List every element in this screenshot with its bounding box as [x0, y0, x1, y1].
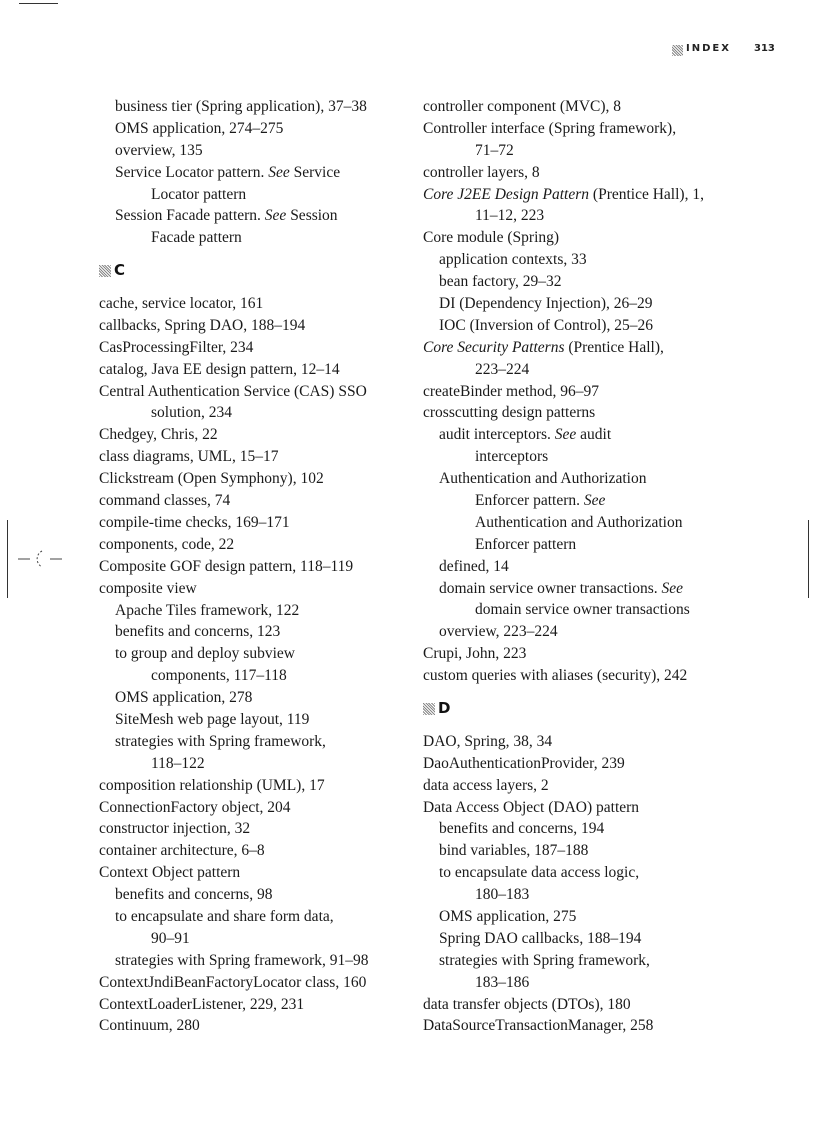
- index-subentry: to encapsulate data access logic,: [439, 864, 640, 882]
- section-letter-heading: [423, 687, 733, 731]
- index-subentry: audit interceptors. See audit: [439, 426, 612, 444]
- index-subentry: business tier (Spring application), 37–38: [115, 98, 367, 115]
- index-entry: components, code, 22: [99, 535, 235, 553]
- index-subentry: SiteMesh web page layout, 119: [115, 710, 310, 728]
- index-subentry: bean factory, 29–32: [439, 273, 562, 291]
- index-subentry: to group and deploy subview: [115, 645, 295, 663]
- index-entry-continuation: Authentication and Authorization: [475, 513, 683, 531]
- index-entry: Core Security Patterns (Prentice Hall),: [423, 338, 664, 356]
- index-entry: composition relationship (UML), 17: [99, 776, 325, 794]
- section-letter: C: [114, 261, 126, 280]
- index-entry: createBinder method, 96–97: [423, 382, 600, 400]
- index-subentry: bind variables, 187–188: [439, 842, 589, 860]
- index-subentry: overview, 135: [115, 141, 203, 159]
- index-entry: cache, service locator, 161: [99, 295, 264, 313]
- index-entry-continuation: 90–91: [151, 929, 190, 947]
- index-subentry: OMS application, 275: [439, 907, 577, 925]
- index-subentry: overview, 223–224: [439, 623, 558, 641]
- index-entry: Controller interface (Spring framework),: [423, 119, 677, 137]
- index-entry: ContextJndiBeanFactoryLocator class, 160: [99, 973, 367, 991]
- index-entry: composite view: [99, 579, 197, 597]
- registration-mark-icon: [18, 548, 62, 570]
- index-entry-continuation: Facade pattern: [151, 229, 242, 247]
- index-entry: CasProcessingFilter, 234: [99, 338, 254, 356]
- index-subentry: strategies with Spring framework,: [115, 732, 326, 750]
- heading-marker-icon: [423, 703, 435, 715]
- index-subentry: to encapsulate and share form data,: [115, 907, 334, 925]
- index-entry-continuation: domain service owner transactions: [475, 601, 690, 619]
- index-entry: Data Access Object (DAO) pattern: [423, 798, 640, 816]
- crop-mark-right: [808, 520, 809, 598]
- index-entry-continuation: 11–12, 223: [475, 207, 545, 225]
- index-entry-continuation: interceptors: [475, 448, 549, 466]
- index-entry: custom queries with aliases (security), 242: [423, 667, 688, 685]
- index-entry: Continuum, 280: [99, 1017, 200, 1035]
- index-entry: Clickstream (Open Symphony), 102: [99, 470, 324, 488]
- index-subentry: application contexts, 33: [439, 251, 587, 269]
- index-entry: Core module (Spring): [423, 229, 560, 247]
- index-entry-continuation: Locator pattern: [151, 185, 247, 203]
- index-subentry: Authentication and Authorization: [439, 470, 647, 488]
- index-subentry: defined, 14: [439, 557, 509, 575]
- index-entry: data access layers, 2: [423, 776, 549, 794]
- index-entry: crosscutting design patterns: [423, 404, 596, 422]
- crop-mark-left: [7, 520, 8, 598]
- section-letter-heading: [99, 249, 404, 293]
- index-subentry: Apache Tiles framework, 122: [115, 601, 300, 619]
- index-entry-continuation: solution, 234: [151, 404, 232, 422]
- index-subentry: OMS application, 278: [115, 689, 253, 707]
- index-subentry: domain service owner transactions. See: [439, 579, 684, 597]
- index-entry: Chedgey, Chris, 22: [99, 426, 218, 444]
- index-entry-continuation: 118–122: [151, 754, 205, 772]
- index-subentry: IOC (Inversion of Control), 25–26: [439, 316, 653, 334]
- index-entry: Context Object pattern: [99, 864, 241, 882]
- header-label: INDEX: [686, 43, 731, 54]
- index-subentry: benefits and concerns, 194: [439, 820, 605, 838]
- index-entry-continuation: 183–186: [475, 973, 530, 991]
- index-entry: constructor injection, 32: [99, 820, 251, 838]
- index-entry-continuation: Enforcer pattern: [475, 535, 577, 553]
- page-number: 313: [754, 43, 775, 54]
- index-entry: controller component (MVC), 8: [423, 98, 622, 115]
- index-entry: container architecture, 6–8: [99, 842, 265, 860]
- index-entry-continuation: components, 117–118: [151, 667, 287, 685]
- index-entry: Central Authentication Service (CAS) SSO: [99, 382, 367, 400]
- index-entry: ConnectionFactory object, 204: [99, 798, 291, 816]
- index-subentry: strategies with Spring framework,: [439, 951, 650, 969]
- index-subentry: strategies with Spring framework, 91–98: [115, 951, 369, 969]
- index-subentry: Service Locator pattern. See Service: [115, 163, 341, 181]
- index-entry: command classes, 74: [99, 492, 231, 510]
- index-entry: catalog, Java EE design pattern, 12–14: [99, 360, 340, 378]
- index-subentry: DI (Dependency Injection), 26–29: [439, 295, 653, 313]
- heading-marker-icon: [99, 265, 111, 277]
- index-entry: Crupi, John, 223: [423, 645, 527, 663]
- running-header: [0, 43, 816, 59]
- header-marker-icon: [672, 45, 683, 56]
- index-entry: class diagrams, UML, 15–17: [99, 448, 279, 466]
- index-subentry: benefits and concerns, 98: [115, 886, 273, 904]
- index-subentry: OMS application, 274–275: [115, 119, 284, 137]
- index-entry: Core J2EE Design Pattern (Prentice Hall), 1,: [423, 185, 704, 203]
- index-subentry: benefits and concerns, 123: [115, 623, 281, 641]
- index-entry-continuation: 71–72: [475, 141, 514, 159]
- top-rule: [19, 3, 58, 4]
- section-letter: D: [438, 698, 451, 717]
- index-entry: callbacks, Spring DAO, 188–194: [99, 316, 306, 334]
- index-subentry: Spring DAO callbacks, 188–194: [439, 929, 642, 947]
- index-entry: ContextLoaderListener, 229, 231: [99, 995, 305, 1013]
- index-column-left: [99, 96, 404, 1037]
- index-column-right: [423, 96, 733, 1037]
- index-entry-continuation: Enforcer pattern. See: [475, 492, 606, 510]
- index-entry: DataSourceTransactionManager, 258: [423, 1017, 654, 1035]
- index-entry: DAO, Spring, 38, 34: [423, 732, 553, 750]
- index-entry: DaoAuthenticationProvider, 239: [423, 754, 625, 772]
- index-entry: controller layers, 8: [423, 163, 540, 181]
- index-entry: Composite GOF design pattern, 118–119: [99, 557, 354, 575]
- index-subentry: Session Facade pattern. See Session: [115, 207, 338, 225]
- index-entry-continuation: 223–224: [475, 360, 530, 378]
- index-entry-continuation: 180–183: [475, 886, 530, 904]
- index-entry: compile-time checks, 169–171: [99, 513, 290, 531]
- index-entry: data transfer objects (DTOs), 180: [423, 995, 631, 1013]
